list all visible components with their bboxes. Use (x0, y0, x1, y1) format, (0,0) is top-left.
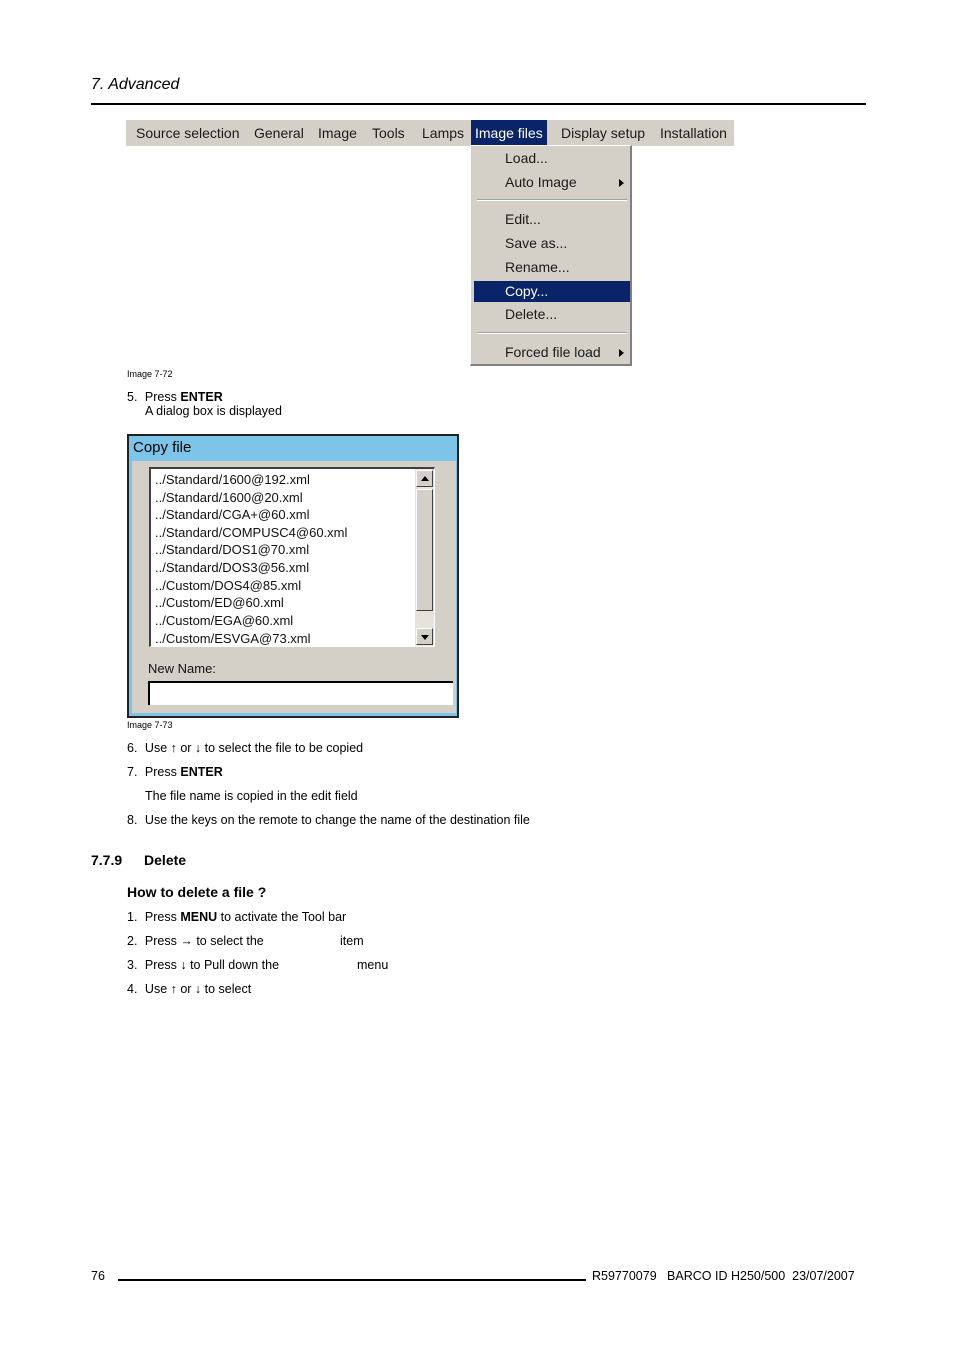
step-number: 1. (127, 910, 138, 924)
menu-lamps[interactable]: Lamps (422, 125, 465, 141)
scroll-down-button[interactable] (416, 628, 433, 645)
menu-item-save-as-label: Save as... (505, 235, 568, 251)
step-5 (127, 390, 223, 404)
image-files-dropdown (470, 145, 632, 366)
menu-item-edit-label: Edit... (505, 211, 541, 227)
menu-item-rename[interactable] (474, 257, 630, 278)
menu-separator (477, 332, 627, 334)
step-7-result: The file name is copied in the edit field (145, 789, 358, 803)
list-item[interactable]: ../Standard/CGA+@60.xml (155, 507, 310, 522)
list-item[interactable]: ../Standard/COMPUSC4@60.xml (155, 525, 348, 540)
key-name: MENU (180, 910, 218, 924)
page-number: 76 (91, 1269, 105, 1283)
step-7 (127, 765, 223, 779)
step-6 (127, 741, 363, 755)
howto-heading: How to delete a file ? (127, 884, 267, 900)
list-item[interactable]: ../Standard/DOS1@70.xml (155, 542, 310, 557)
step-number: 4. (127, 982, 138, 996)
step-text: Press → to select the (144, 934, 264, 948)
footer-rule (118, 1279, 586, 1281)
chapter-title: 7. Advanced (91, 76, 180, 93)
step-number: 2. (127, 934, 138, 948)
list-item[interactable]: ../Custom/DOS4@85.xml (155, 578, 302, 593)
delete-step-4 (127, 982, 251, 996)
menu-image-files[interactable]: Image files (471, 120, 547, 146)
step-text: Use ↑ or ↓ to select (144, 982, 252, 996)
delete-step-2-end: item (340, 934, 364, 948)
delete-step-3-end: menu (357, 958, 389, 972)
menu-item-auto-image[interactable] (474, 172, 630, 193)
list-item[interactable]: ../Custom/ESVGA@73.xml (155, 631, 311, 646)
list-item[interactable]: ../Standard/DOS3@56.xml (155, 560, 310, 575)
step-text: Use ↑ or ↓ to select the file to be copied (144, 741, 364, 755)
step-number: 6. (127, 741, 138, 755)
list-item[interactable]: ../Custom/EGA@60.xml (155, 613, 294, 628)
menu-separator (477, 199, 627, 201)
step-number: 8. (127, 813, 138, 827)
menu-installation[interactable]: Installation (660, 125, 727, 141)
key-name: ENTER (180, 765, 223, 779)
delete-step-3 (127, 958, 279, 972)
menu-item-load[interactable] (474, 148, 630, 169)
step-text: to activate the Tool bar (217, 910, 347, 924)
list-item[interactable]: ../Standard/1600@20.xml (155, 490, 303, 505)
list-item[interactable]: ../Custom/ED@60.xml (155, 595, 284, 610)
menu-item-delete[interactable] (474, 304, 630, 325)
menu-item-copy[interactable] (474, 281, 630, 302)
section-number: 7.7.9 (91, 852, 123, 868)
menu-image[interactable]: Image (318, 125, 357, 141)
header-rule (91, 103, 866, 105)
delete-step-1 (127, 910, 346, 924)
menu-tools[interactable]: Tools (372, 125, 405, 141)
step-text: Press (144, 765, 181, 779)
step-text: Press (144, 910, 181, 924)
menu-item-rename-label: Rename... (505, 259, 570, 275)
image-caption: Image 7-72 (127, 369, 173, 379)
menu-item-load-label: Load... (505, 150, 548, 166)
document-id: R59770079 BARCO ID H250/500 23/07/2007 (592, 1269, 855, 1283)
step-5-result: A dialog box is displayed (145, 404, 282, 418)
file-list[interactable] (149, 467, 435, 647)
menu-source-selection[interactable]: Source selection (136, 125, 240, 141)
menu-item-auto-image-label: Auto Image (505, 174, 577, 190)
menu-item-save-as[interactable] (474, 233, 630, 254)
submenu-arrow-icon (619, 179, 624, 187)
step-number: 3. (127, 958, 138, 972)
menu-item-forced-file-load-label: Forced file load (505, 344, 601, 360)
step-text: Press ↓ to Pull down the (144, 958, 280, 972)
menu-bar (126, 120, 734, 146)
menu-item-forced-file-load[interactable] (474, 342, 630, 363)
step-number: 7. (127, 765, 138, 779)
step-number: 5. (127, 390, 138, 404)
arrow-down-icon (421, 635, 429, 640)
step-text: Use the keys on the remote to change the name of the destination file (144, 813, 530, 827)
step-text: Press (144, 390, 181, 404)
step-8 (127, 813, 530, 827)
menu-item-edit[interactable] (474, 209, 630, 230)
submenu-arrow-icon (619, 349, 624, 357)
menu-general[interactable]: General (254, 125, 304, 141)
image-caption: Image 7-73 (127, 720, 173, 730)
copy-file-dialog (127, 434, 459, 718)
menu-item-copy-label: Copy... (505, 283, 549, 299)
menu-display-setup[interactable]: Display setup (561, 125, 646, 141)
list-item[interactable]: ../Standard/1600@192.xml (155, 472, 310, 487)
menu-item-delete-label: Delete... (505, 306, 558, 322)
key-name: ENTER (180, 390, 223, 404)
arrow-up-icon (421, 476, 429, 481)
scroll-up-button[interactable] (416, 470, 433, 487)
delete-step-2 (127, 934, 264, 948)
dialog-title: Copy file (133, 439, 192, 456)
scroll-thumb[interactable] (416, 489, 433, 611)
new-name-label: New Name: (148, 661, 216, 676)
section-title: Delete (144, 852, 187, 868)
section-heading (91, 852, 186, 868)
new-name-input[interactable] (148, 681, 453, 705)
list-scrollbar[interactable] (415, 469, 434, 646)
